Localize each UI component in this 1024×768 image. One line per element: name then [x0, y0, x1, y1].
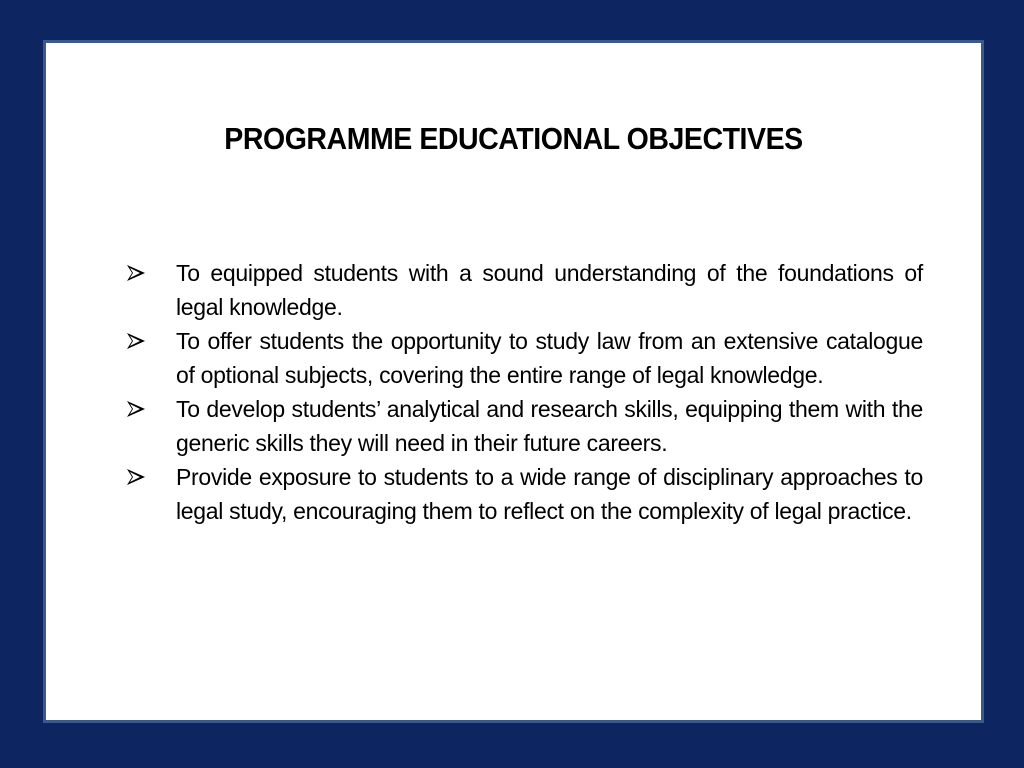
objective-text: Provide exposure to students to a wide range of disciplinary approaches to legal study, encouraging them to reflect on the complexity of legal practice.: [176, 464, 923, 524]
arrowhead-bullet-icon: [127, 469, 145, 485]
slide-content-panel: [43, 40, 984, 723]
arrowhead-bullet-icon: [127, 401, 145, 417]
objective-item: [126, 256, 923, 324]
objective-text: To offer students the opportunity to study law from an extensive catalogue of optional subjects, covering the entire range of legal knowledge.: [176, 328, 923, 388]
objective-item: [126, 460, 923, 528]
arrowhead-bullet-icon: [127, 333, 145, 349]
objective-text: To equipped students with a sound understanding of the foundations of legal knowledge.: [176, 260, 923, 320]
objective-item: [126, 324, 923, 392]
slide-title: PROGRAMME EDUCATIONAL OBJECTIVES: [224, 121, 803, 156]
objective-item: [126, 392, 923, 460]
objective-text: To develop students’ analytical and research skills, equipping them with the generic skills they will need in their future careers.: [176, 396, 923, 456]
objectives-list: [126, 256, 923, 528]
arrowhead-bullet-icon: [127, 265, 145, 281]
